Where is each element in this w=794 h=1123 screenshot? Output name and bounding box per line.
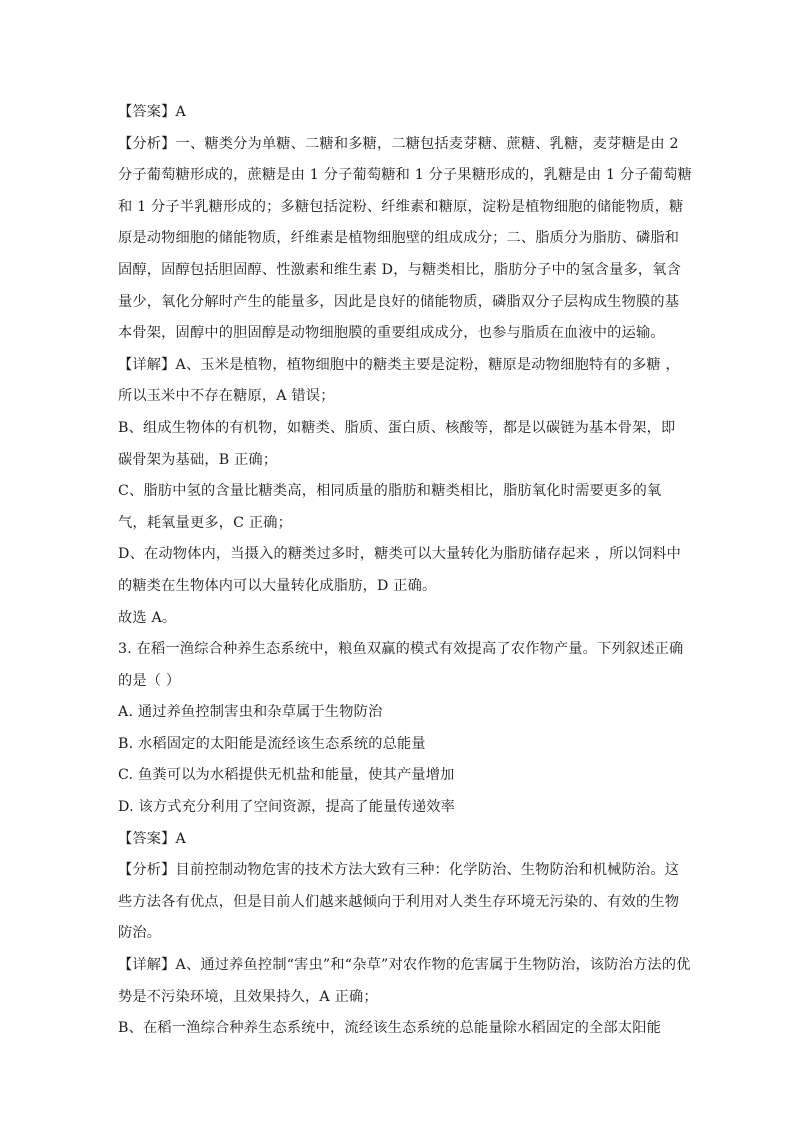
q3-analysis-line: 【分析】目前控制动物危害的技术方法大致有三种：化学防治、生物防治和机械防治。这 bbox=[118, 862, 680, 879]
q2-detail-line: 所以玉米中不存在糖原，A 错误； bbox=[118, 388, 335, 405]
q2-detail-line: B、组成生物体的有机物，如糖类、脂质、蛋白质、核酸等，都是以碳链为基本骨架，即 bbox=[118, 419, 676, 436]
q2-analysis bbox=[118, 129, 692, 350]
document-page bbox=[118, 97, 692, 1045]
q2-analysis-line: 固醇，固醇包括胆固醇、性激素和维生素 D，与糖类相比，脂肪分子中的氢含量多，氧含 bbox=[118, 261, 682, 278]
q2-answer: 【答案】A bbox=[118, 104, 186, 120]
q3-detail bbox=[118, 950, 691, 1045]
q3-detail-line: B、在稻一渔综合种养生态系统中，流经该生态系统的总能量除水稻固定的全部太阳能 bbox=[118, 1020, 661, 1037]
q2-detail-line: 碳骨架为基础，B 正确； bbox=[118, 451, 278, 468]
q2-detail-line: D、在动物体内，当摄入的糖类过多时，糖类可以大量转化为脂肪储存起来 ，所以饲料中 bbox=[118, 546, 682, 563]
q3-detail-line: 【详解】A、通过养鱼控制“害虫”和“杂草”对农作物的危害属于生物防治，该防治方法的优 bbox=[118, 957, 691, 974]
q3-option-a: A. 通过养鱼控制害虫和杂草属于生物防治 bbox=[118, 704, 383, 721]
q2-analysis-line: 和 1 分子半乳糖形成的；多糖包括淀粉、纤维素和糖原，淀粉是植物细胞的储能物质，糖 bbox=[118, 198, 684, 215]
q3-detail-line: 势是不污染环境，且效果持久，A 正确； bbox=[118, 988, 378, 1005]
q2-detail-line: C、脂肪中氢的含量比糖类高，相同质量的脂肪和糖类相比，脂肪氧化时需要更多的氧 bbox=[118, 483, 662, 500]
q3-stem bbox=[118, 634, 684, 697]
q3-answer: 【答案】A bbox=[118, 830, 186, 847]
q3-stem-line: 的是（ ） bbox=[118, 672, 181, 689]
q3-stem-line: 3. 在稻一渔综合种养生态系统中，粮鱼双赢的模式有效提高了农作物产量。下列叙述正确 bbox=[118, 641, 684, 658]
q2-analysis-line: 原是动物细胞的储能物质，纤维素是植物细胞壁的组成成分；二、脂质分为脂肪、磷脂和 bbox=[118, 230, 680, 247]
q2-detail-line: 【详解】A、玉米是植物，植物细胞中的糖类主要是淀粉，糖原是动物细胞特有的多糖 ， bbox=[118, 356, 680, 373]
q3-analysis-line: 防治。 bbox=[118, 925, 162, 942]
q3-analysis-line: 些方法各有优点，但是目前人们越来越倾向于利用对人类生存环境无污染的、有效的生物 bbox=[118, 893, 680, 910]
q3-option-b: B. 水稻固定的太阳能是流经该生态系统的总能量 bbox=[118, 735, 426, 752]
q2-analysis-line: 量少，氧化分解时产生的能量多，因此是良好的储能物质，磷脂双分子层构成生物膜的基 bbox=[118, 293, 680, 310]
q3-option-d: D. 该方式充分利用了空间资源，提高了能量传递效率 bbox=[118, 799, 456, 816]
q2-conclusion: 故选 A。 bbox=[118, 609, 177, 626]
q3-option-c: C. 鱼粪可以为水稻提供无机盐和能量，使其产量增加 bbox=[118, 767, 455, 784]
q2-detail bbox=[118, 350, 682, 634]
q3-options bbox=[118, 697, 678, 823]
q2-analysis-line: 【分析】一、糖类分为单糖、二糖和多糖，二糖包括麦芽糖、蔗糖、乳糖，麦芽糖是由 2 bbox=[118, 135, 679, 152]
q2-analysis-line: 分子葡萄糖形成的，蔗糖是由 1 分子葡萄糖和 1 分子果糖形成的，乳糖是由 1 分子葡萄糖 bbox=[118, 167, 692, 184]
q2-detail-line: 的糖类在生物体内可以大量转化成脂肪，D 正确。 bbox=[118, 577, 437, 594]
q2-detail-line: 气，耗氧量更多，C 正确； bbox=[118, 514, 293, 531]
q3-analysis bbox=[118, 855, 678, 950]
q2-analysis-line: 本骨架，固醇中的胆固醇是动物细胞膜的重要组成成分，也参与脂质在血液中的运输。 bbox=[118, 325, 665, 342]
